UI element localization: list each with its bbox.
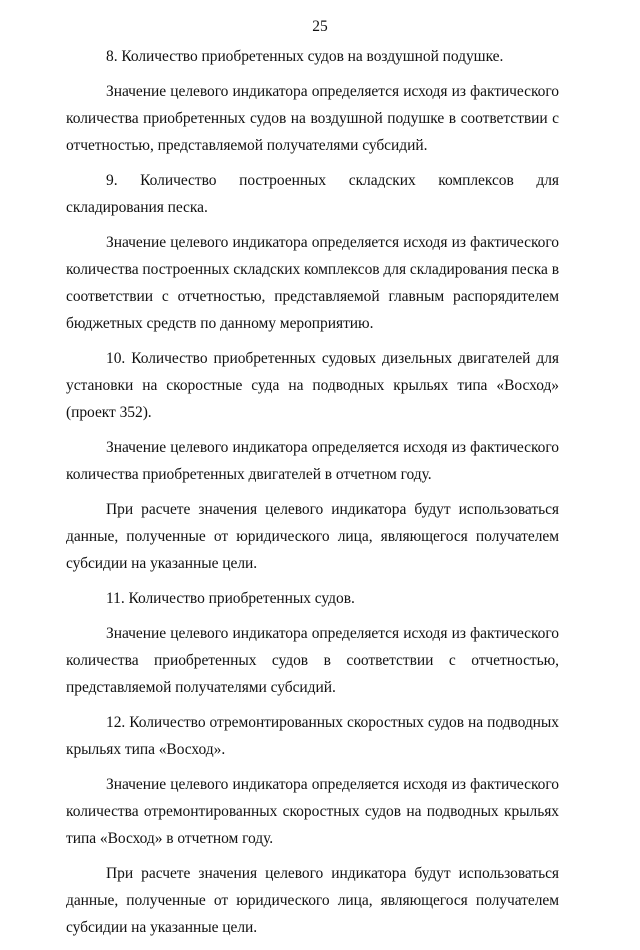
paragraph-item-10-description: Значение целевого индикатора определяется исходя из фактического количества приобретенных двигателей в отчетном году.: [66, 438, 559, 483]
paragraph-item-8-description: Значение целевого индикатора определяется исходя из фактического количества приобретенных судов на воздушной подушке в соответствии с отчетностью, представляемой получателями субсидий.: [66, 83, 559, 154]
paragraph-item-12-calculation-note: При расчете значения целевого индикатора будут использоваться данные, полученные от юридического лица, являющегося получателем субсидии на указанные цели.: [66, 865, 559, 936]
paragraph-item-10-heading: 10. Количество приобретенных судовых дизельных двигателей для установки на скоростные суда на подводных крыльях типа «Восход» (проект 352).: [66, 349, 559, 421]
document-body: [66, 44, 559, 950]
paragraph-item-8-heading: 8. Количество приобретенных судов на воздушной подушке.: [106, 48, 504, 65]
paragraph-item-11-description: Значение целевого индикатора определяется исходя из фактического количества приобретенных судов в соответствии с отчетностью, представляемой получателями субсидий.: [66, 625, 559, 696]
paragraph-item-11-heading: 11. Количество приобретенных судов.: [106, 589, 355, 607]
paragraph-item-12-heading: 12. Количество отремонтированных скоростных судов на подводных крыльях типа «Восход».: [66, 714, 559, 758]
paragraph-item-9-description: Значение целевого индикатора определяется исходя из фактического количества построенных складских комплексов для складирования песка в соответствии с отчетностью, представляемой главным распорядителем бюджетных средств по данному мероприятию.: [66, 234, 559, 332]
paragraph-item-10-calculation-note: При расчете значения целевого индикатора будут использоваться данные, полученные от юридического лица, являющегося получателем субсидии на указанные цели.: [66, 500, 559, 572]
paragraph-item-9-heading: 9. Количество построенных складских комплексов для складирования песка.: [66, 172, 559, 216]
page-number: 25: [312, 18, 328, 35]
paragraph-item-12-description: Значение целевого индикатора определяется исходя из фактического количества отремонтированных скоростных судов на подводных крыльях типа «Восход» в отчетном году.: [66, 776, 559, 847]
